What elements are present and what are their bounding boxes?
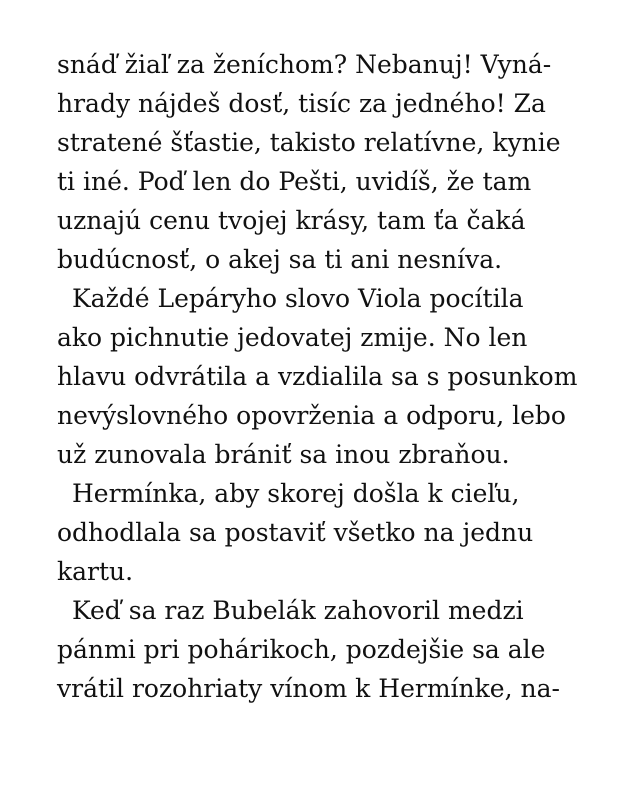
text-line: už zunovala brániť sa inou zbraňou. [57,440,510,469]
text-line: snáď žiaľ za ženíchom? Nebanuj! Vyná- [57,50,552,79]
text-line: hlavu odvrátila a vzdialila sa s posunkom [57,362,578,391]
paragraph-start-line: Keď sa raz Bubelák zahovoril medzi [72,596,524,625]
paragraph-start-line: Hermínka, aby skorej došla k cieľu, [72,479,520,508]
text-line: uznajú cenu tvojej krásy, tam ťa čaká [57,206,526,235]
text-line: stratené šťastie, takisto relatívne, kynie [57,128,561,157]
text-line: ako pichnutie jedovatej zmije. No len [57,323,528,352]
text-line: nevýslovného opovrženia a odporu, lebo [57,401,566,430]
text-line: odhodlala sa postaviť všetko na jednu [57,518,534,547]
text-line: hrady nájdeš dosť, tisíc za jedného! Za [57,89,546,118]
text-line: kartu. [57,557,134,586]
text-line: budúcnosť, o akej sa ti ani nesníva. [57,245,503,274]
text-line: ti iné. Poď len do Pešti, uvidíš, že tam [57,167,532,196]
text-line: vrátil rozohriaty vínom k Hermínke, na- [57,674,560,703]
paragraph-start-line: Každé Lepáryho slovo Viola pocítila [72,284,524,313]
text-line: pánmi pri pohárikoch, pozdejšie sa ale [57,635,546,664]
